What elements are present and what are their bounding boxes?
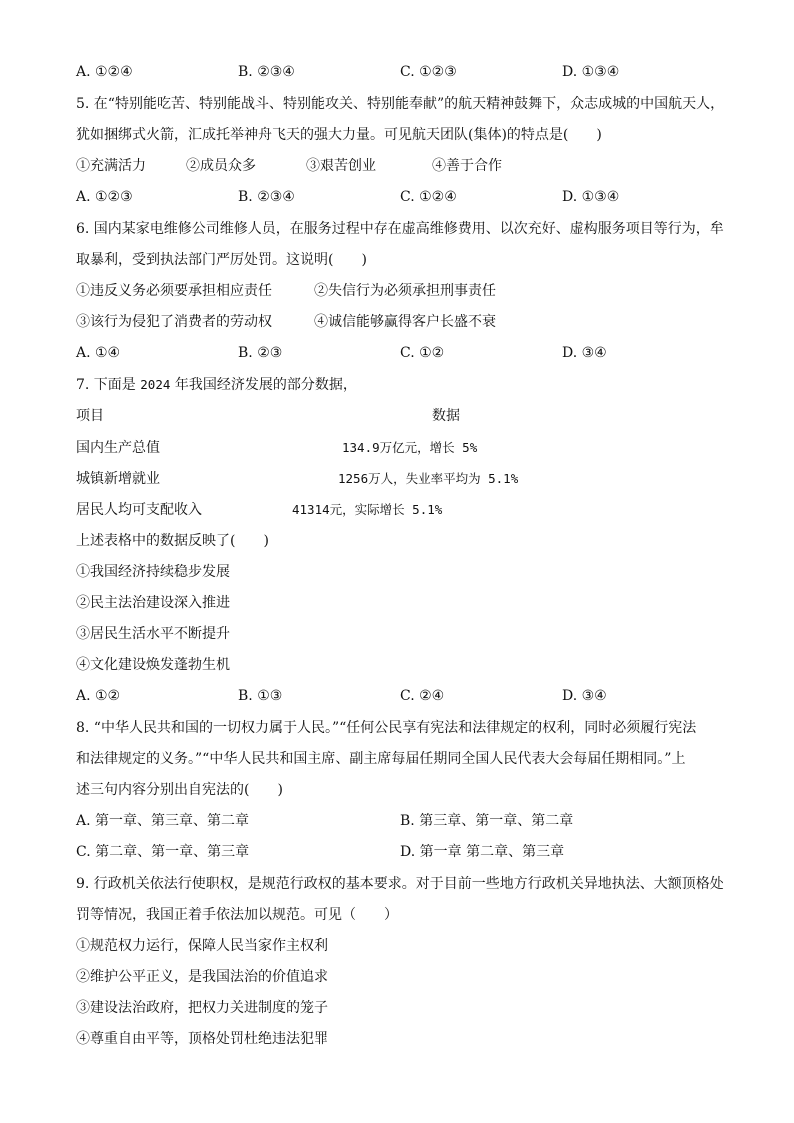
- q7-question: 上述表格中的数据反映了( ): [76, 533, 269, 549]
- q6-choice-1: ①违反义务必须要承担相应责任: [76, 283, 272, 299]
- q7-stem-year: 2024: [140, 377, 171, 392]
- q5-option-d[interactable]: D. ①③④: [562, 189, 620, 205]
- q5-choice-1: ①充满活力: [76, 158, 146, 174]
- q7-table-row-3-item: 居民人均可支配收入: [76, 502, 202, 518]
- q8-option-b[interactable]: B. 第三章、第一章、第二章: [400, 813, 574, 829]
- q5-choice-2: ②成员众多: [186, 158, 256, 174]
- q5-stem-line-2: 犹如捆绑式火箭，汇成托举神舟飞天的强大力量。可见航天团队(集体)的特点是( ): [76, 127, 602, 143]
- q7-row-2-number: 1256: [338, 471, 369, 486]
- q6-option-c[interactable]: C. ①②: [400, 345, 445, 361]
- q7-table-row-3-data: [292, 500, 442, 520]
- q7-table-row-1-data: [342, 438, 477, 458]
- q7-stem: [76, 375, 357, 395]
- q9-stem-line-1: 9. 行政机关依法行使职权，是规范行政权的基本要求。对于目前一些地方行政机关异地执法、大额顶格处: [76, 876, 724, 892]
- q7-choice-3: ③居民生活水平不断提升: [76, 626, 230, 642]
- q5-option-a[interactable]: A. ①②③: [76, 189, 133, 205]
- q9-stem-line-2: 罚等情况，我国正着手依法加以规范。可见（ ）: [76, 907, 398, 923]
- q8-option-c[interactable]: C. 第二章、第一章、第三章: [76, 844, 250, 860]
- q7-option-d[interactable]: D. ③④: [562, 688, 607, 704]
- q7-table-header-item: 项目: [76, 408, 104, 424]
- q7-choice-2: ②民主法治建设深入推进: [76, 595, 230, 611]
- q7-option-a[interactable]: A. ①②: [76, 688, 121, 704]
- q7-table-row-1-item: 国内生产总值: [76, 440, 160, 456]
- q6-stem-line-2: 取暴利，受到执法部门严厉处罚。这说明( ): [76, 252, 367, 268]
- q5-choice-4: ④善于合作: [432, 158, 502, 174]
- q8-stem-line-1: 8. “中华人民共和国的一切权力属于人民。”“任何公民享有宪法和法律规定的权利，同时必须履行宪法: [76, 720, 697, 736]
- q7-table-row-2-item: 城镇新增就业: [76, 471, 160, 487]
- q7-table-header-data: 数据: [432, 408, 460, 424]
- q9-choice-1: ①规范权力运行，保障人民当家作主权利: [76, 938, 328, 954]
- q5-choice-3: ③艰苦创业: [306, 158, 376, 174]
- q5-option-b[interactable]: B. ②③④: [238, 189, 295, 205]
- q6-stem-line-1: 6. 国内某家电维修公司维修人员，在服务过程中存在虚高维修费用、以次充好、虚构服务项目等行为，牟: [76, 221, 724, 237]
- q4-option-a[interactable]: A. ①②④: [76, 64, 133, 80]
- q7-choice-1: ①我国经济持续稳步发展: [76, 564, 230, 580]
- q5-stem-line-1: 5. 在“特别能吃苦、特别能战斗、特别能攻关、特别能奉献”的航天精神鼓舞下，众志成城的中国航天人，: [76, 96, 725, 112]
- q4-option-d[interactable]: D. ①③④: [562, 64, 620, 80]
- q7-table-row-2-data: [338, 469, 518, 489]
- q8-stem-line-2: 和法律规定的义务。”“中华人民共和国主席、副主席每届任期同全国人民代表大会每届任期相同。”上: [76, 751, 686, 767]
- q6-option-d[interactable]: D. ③④: [562, 345, 607, 361]
- q9-choice-4: ④尊重自由平等，顶格处罚杜绝违法犯罪: [76, 1031, 328, 1047]
- q6-option-a[interactable]: A. ①④: [76, 345, 121, 361]
- q8-option-a[interactable]: A. 第一章、第三章、第二章: [76, 813, 250, 829]
- q7-row-3-number: 41314: [292, 502, 330, 517]
- q9-choice-3: ③建设法治政府，把权力关进制度的笼子: [76, 1000, 328, 1016]
- q7-option-b[interactable]: B. ①③: [238, 688, 283, 704]
- q8-option-d[interactable]: D. 第一章 第二章、第三章: [400, 844, 565, 860]
- q7-row-1-text: 万亿元，增长 5%: [379, 440, 478, 455]
- q6-option-b[interactable]: B. ②③: [238, 345, 283, 361]
- q7-row-2-text: 万人，失业率平均为 5.1%: [368, 471, 519, 486]
- q7-row-1-number: 134.9: [342, 440, 380, 455]
- q8-stem-line-3: 述三句内容分别出自宪法的( ): [76, 782, 283, 798]
- q7-stem-rest: 年我国经济发展的部分数据，: [174, 377, 357, 393]
- q7-stem-prefix: 7. 下面是: [76, 377, 136, 393]
- q7-option-c[interactable]: C. ②④: [400, 688, 445, 704]
- q6-choice-3: ③该行为侵犯了消费者的劳动权: [76, 314, 272, 330]
- q9-choice-2: ②维护公平正义，是我国法治的价值追求: [76, 969, 328, 985]
- q7-row-3-text: 元，实际增长 5.1%: [329, 502, 443, 517]
- q7-choice-4: ④文化建设焕发蓬勃生机: [76, 657, 230, 673]
- q4-option-c[interactable]: C. ①②③: [400, 64, 457, 80]
- q6-choice-4: ④诚信能够赢得客户长盛不衰: [314, 314, 496, 330]
- q6-choice-2: ②失信行为必须承担刑事责任: [314, 283, 496, 299]
- q5-option-c[interactable]: C. ①②④: [400, 189, 457, 205]
- q4-option-b[interactable]: B. ②③④: [238, 64, 295, 80]
